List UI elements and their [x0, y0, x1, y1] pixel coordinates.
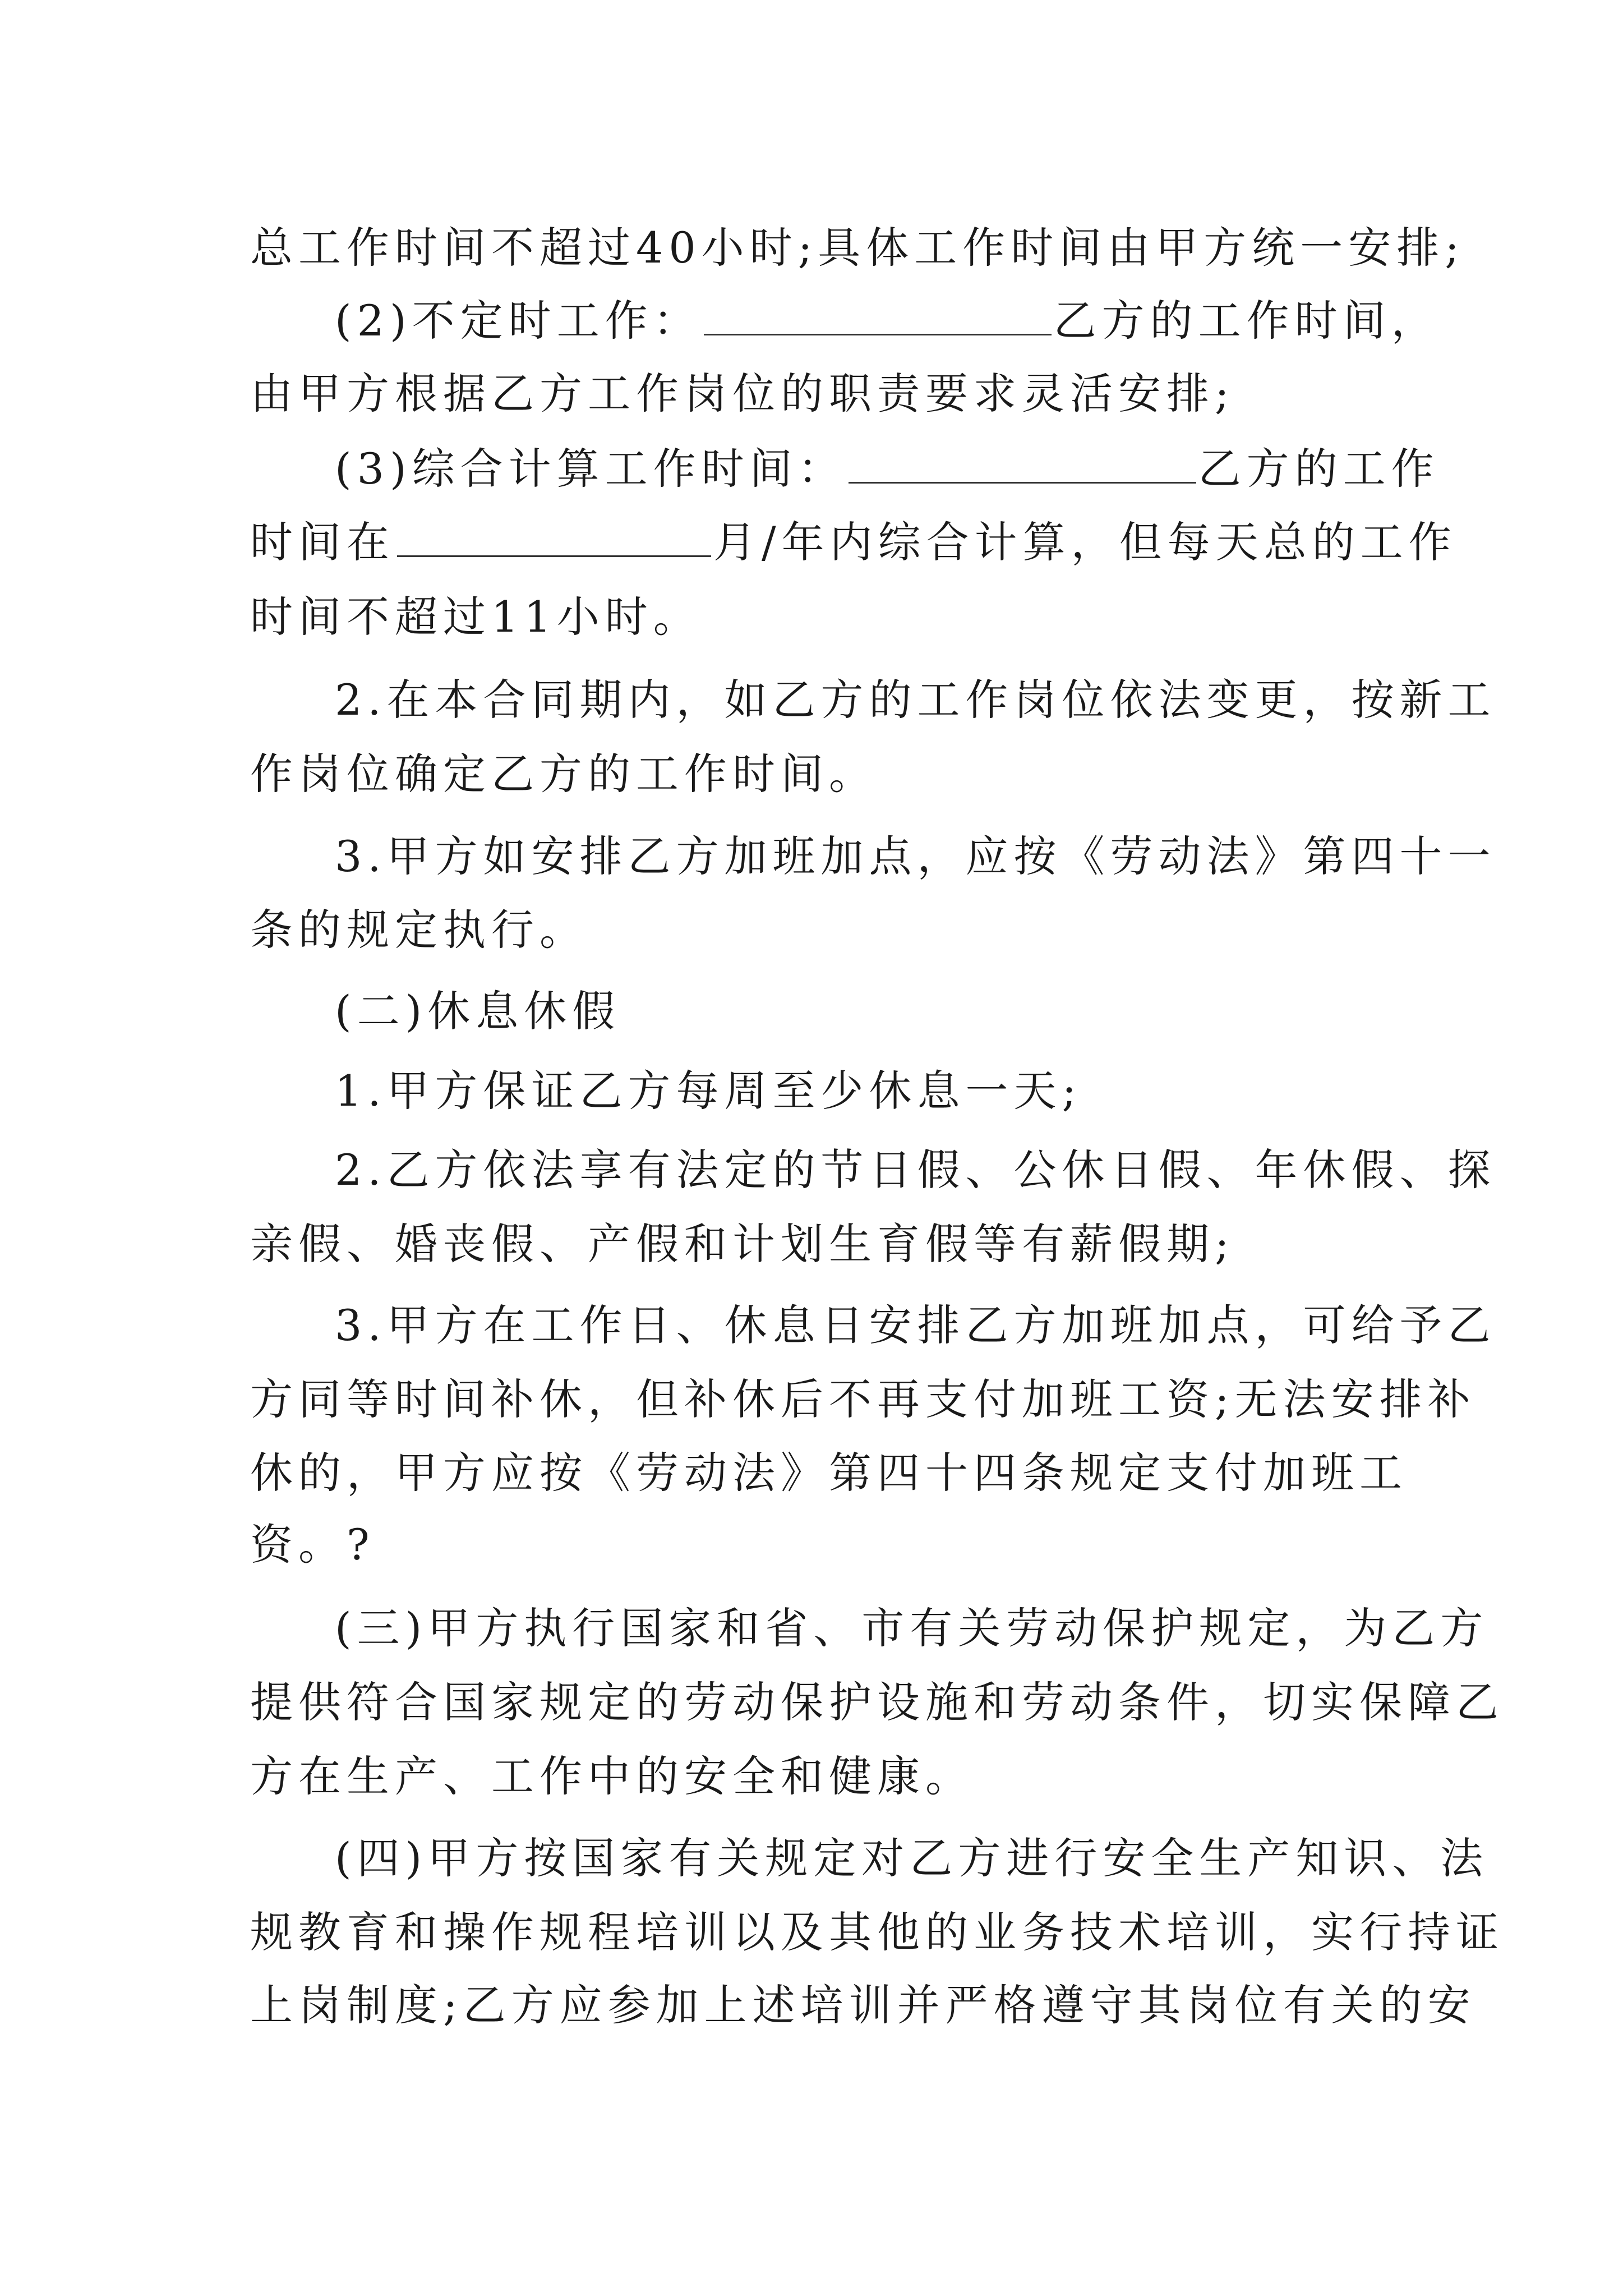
paragraph-line: 休的，甲方应按《劳动法》第四十四条规定支付加班工	[250, 1448, 1408, 1498]
paragraph-line: 资。?	[250, 1520, 375, 1570]
paragraph-line: 2.乙方依法享有法定的节日假、公休日假、年休假、探	[335, 1145, 1496, 1195]
paragraph-line: 时间在 月/年内综合计算，但每天总的工作	[250, 517, 1457, 567]
fill-in-blank[interactable]	[397, 519, 711, 557]
fill-in-blank[interactable]	[704, 298, 1052, 335]
paragraph-line: 提供符合国家规定的劳动保护设施和劳动条件，切实保障乙	[250, 1677, 1504, 1727]
paragraph-line: 亲假、婚丧假、产假和计划生育假等有薪假期;	[250, 1219, 1235, 1269]
paragraph-line: (三)甲方执行国家和省、市有关劳动保护规定，为乙方	[335, 1603, 1489, 1653]
paragraph-line: (3)综合计算工作时间： 乙方的工作	[335, 444, 1440, 494]
paragraph-line: 由甲方根据乙方工作岗位的职责要求灵活安排;	[250, 369, 1235, 418]
paragraph-line: 条的规定执行。	[250, 905, 588, 955]
paragraph-line: 方在生产、工作中的安全和健康。	[250, 1751, 974, 1801]
paragraph-line: (2)不定时工作： 乙方的工作时间，	[335, 296, 1440, 346]
paragraph-line: 上岗制度;乙方应参加上述培训并严格遵守其岗位有关的安	[250, 1980, 1476, 2030]
paragraph-line: 方同等时间补休，但补休后不再支付加班工资;无法安排补	[250, 1374, 1476, 1424]
fill-in-blank[interactable]	[849, 446, 1196, 484]
paragraph-line: 1.甲方保证乙方每周至少休息一天;	[335, 1066, 1082, 1116]
paragraph-line: 2.在本合同期内，如乙方的工作岗位依法变更，按新工	[335, 675, 1496, 725]
paragraph-line: 时间不超过11小时。	[250, 592, 702, 642]
paragraph-line: 规教育和操作规程培训以及其他的业务技术培训，实行持证	[250, 1907, 1504, 1957]
paragraph-line: 3.甲方在工作日、休息日安排乙方加班加点，可给予乙	[335, 1300, 1496, 1350]
paragraph-line: 3.甲方如安排乙方加班加点，应按《劳动法》第四十一	[335, 831, 1496, 881]
paragraph-line: 总工作时间不超过40小时;具体工作时间由甲方统一安排;	[250, 223, 1465, 273]
paragraph-line: 作岗位确定乙方的工作时间。	[250, 749, 877, 799]
paragraph-line: (四)甲方按国家有关规定对乙方进行安全生产知识、法	[335, 1833, 1489, 1883]
section-heading: (二)休息休假	[335, 986, 621, 1036]
